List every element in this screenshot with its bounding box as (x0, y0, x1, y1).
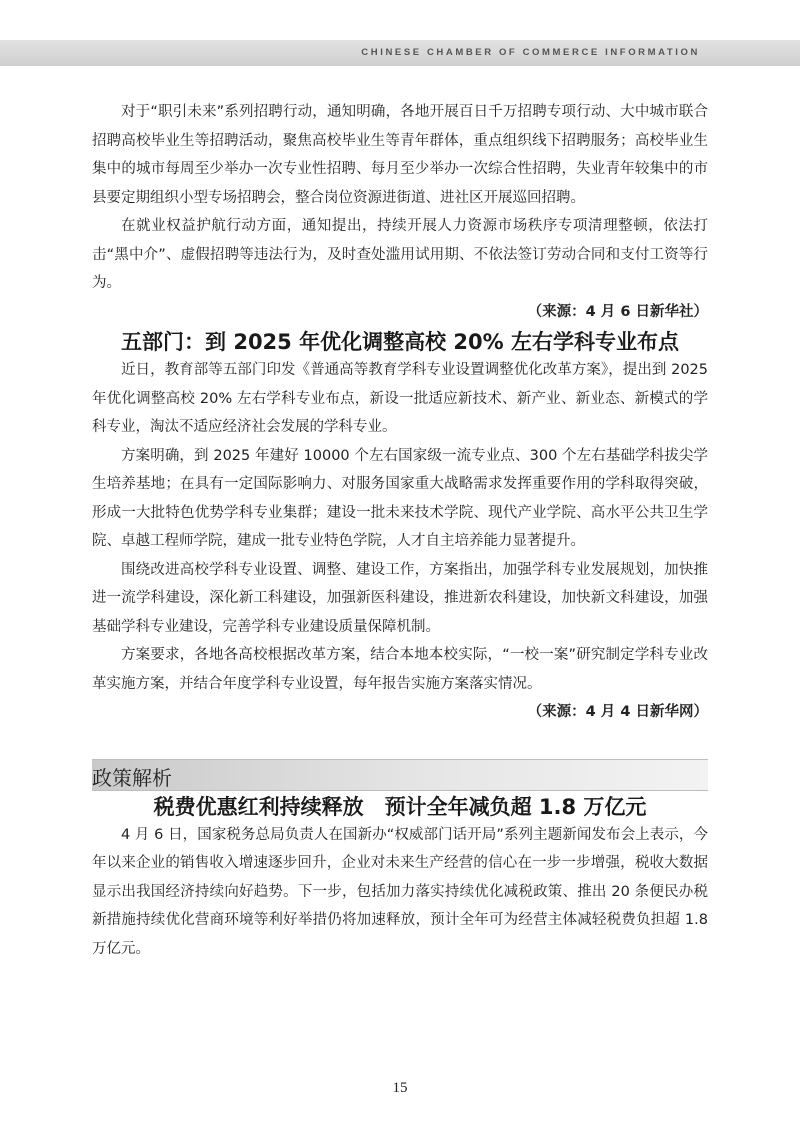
paragraph: 方案要求，各地各高校根据改革方案，结合本地本校实际，“一校一案”研究制定学科专业改革实施方案，并结合年度学科专业设置，每年报告实施方案落实情况。 (92, 647, 708, 692)
article-recruitment (92, 98, 708, 326)
section-heading: 政策解析 (92, 765, 172, 790)
source-note: （来源：4 月 4 日新华网） (527, 704, 708, 720)
source-note: （来源：4 月 6 日新华社） (527, 303, 708, 320)
article-headline: 五部门：到 2025 年优化调整高校 20% 左右学科专业布点 (121, 330, 679, 354)
section-heading-bar (92, 759, 708, 791)
paragraph: 4 月 6 日，国家税务总局负责人在国新办“权威部门话开局”系列主题新闻发布会上表示，今年以来企业的销售收入增速逐步回升，企业对未来生产经营的信心在一步一步增强，税收大数据显示出我国经济持续向好趋势。下一步，包括加力落实持续优化减税政策、推出 20 条便民办税新措施持续优化营商环境等利好举措仍将加速释放，预计全年可为经营主体减轻税费负担超 1.8 万亿元。 (92, 826, 708, 957)
paragraph: 围绕改进高校学科专业设置、调整、建设工作，方案指出，加强学科专业发展规划，加快推进一流学科建设，深化新工科建设，加强新医科建设，推进新农科建设，加快新文科建设，加强基础学科专业建设，完善学科专业建设质量保障机制。 (92, 561, 708, 635)
page-number: 15 (392, 1080, 408, 1096)
article-tax-relief (92, 821, 708, 964)
paragraph: 对于“职引未来”系列招聘行动，通知明确，各地开展百日千万招聘专项行动、大中城市联合招聘高校毕业生等招聘活动，聚焦高校毕业生等青年群体，重点组织线下招聘服务；高校毕业生集中的城市每周至少举办一次专业性招聘、每月至少举办一次综合性招聘，失业青年较集中的市县要定期组织小型专场招聘会，整合岗位资源进街道、进社区开展巡回招聘。 (92, 104, 708, 206)
paragraph: 方案明确，到 2025 年建好 10000 个左右国家级一流专业点、300 个左右基础学科拔尖学生培养基地；在具有一定国际影响力、对服务国家重大战略需求发挥重要作用的学科取得突破，形成一大批特色优势学科专业集群；建设一批未来技术学院、现代产业学院、高水平公共卫生学院、卓越工程师学院，建成一批专业特色学院，人才自主培养能力显著提升。 (92, 447, 708, 549)
paragraph: 在就业权益护航行动方面，通知提出，持续开展人力资源市场秩序专项清理整顿，依法打击“黑中介”、虚假招聘等违法行为，及时查处滥用试用期、不依法签订劳动合同和支付工资等行为。 (92, 218, 708, 291)
running-title: CHINESE CHAMBER OF COMMERCE INFORMATION (361, 47, 700, 58)
page-content (92, 98, 708, 963)
article-discipline-reform (92, 356, 708, 727)
paragraph: 近日，教育部等五部门印发《普通高等教育学科专业设置调整优化改革方案》，提出到 2025 年优化调整高校 20% 左右学科专业布点，新设一批适应新技术、新产业、新业态、新模式的学科专业，淘汰不适应经济社会发展的学科专业。 (92, 362, 708, 435)
article-headline: 税费优惠红利持续释放 预计全年减负超 1.8 万亿元 (153, 794, 647, 819)
